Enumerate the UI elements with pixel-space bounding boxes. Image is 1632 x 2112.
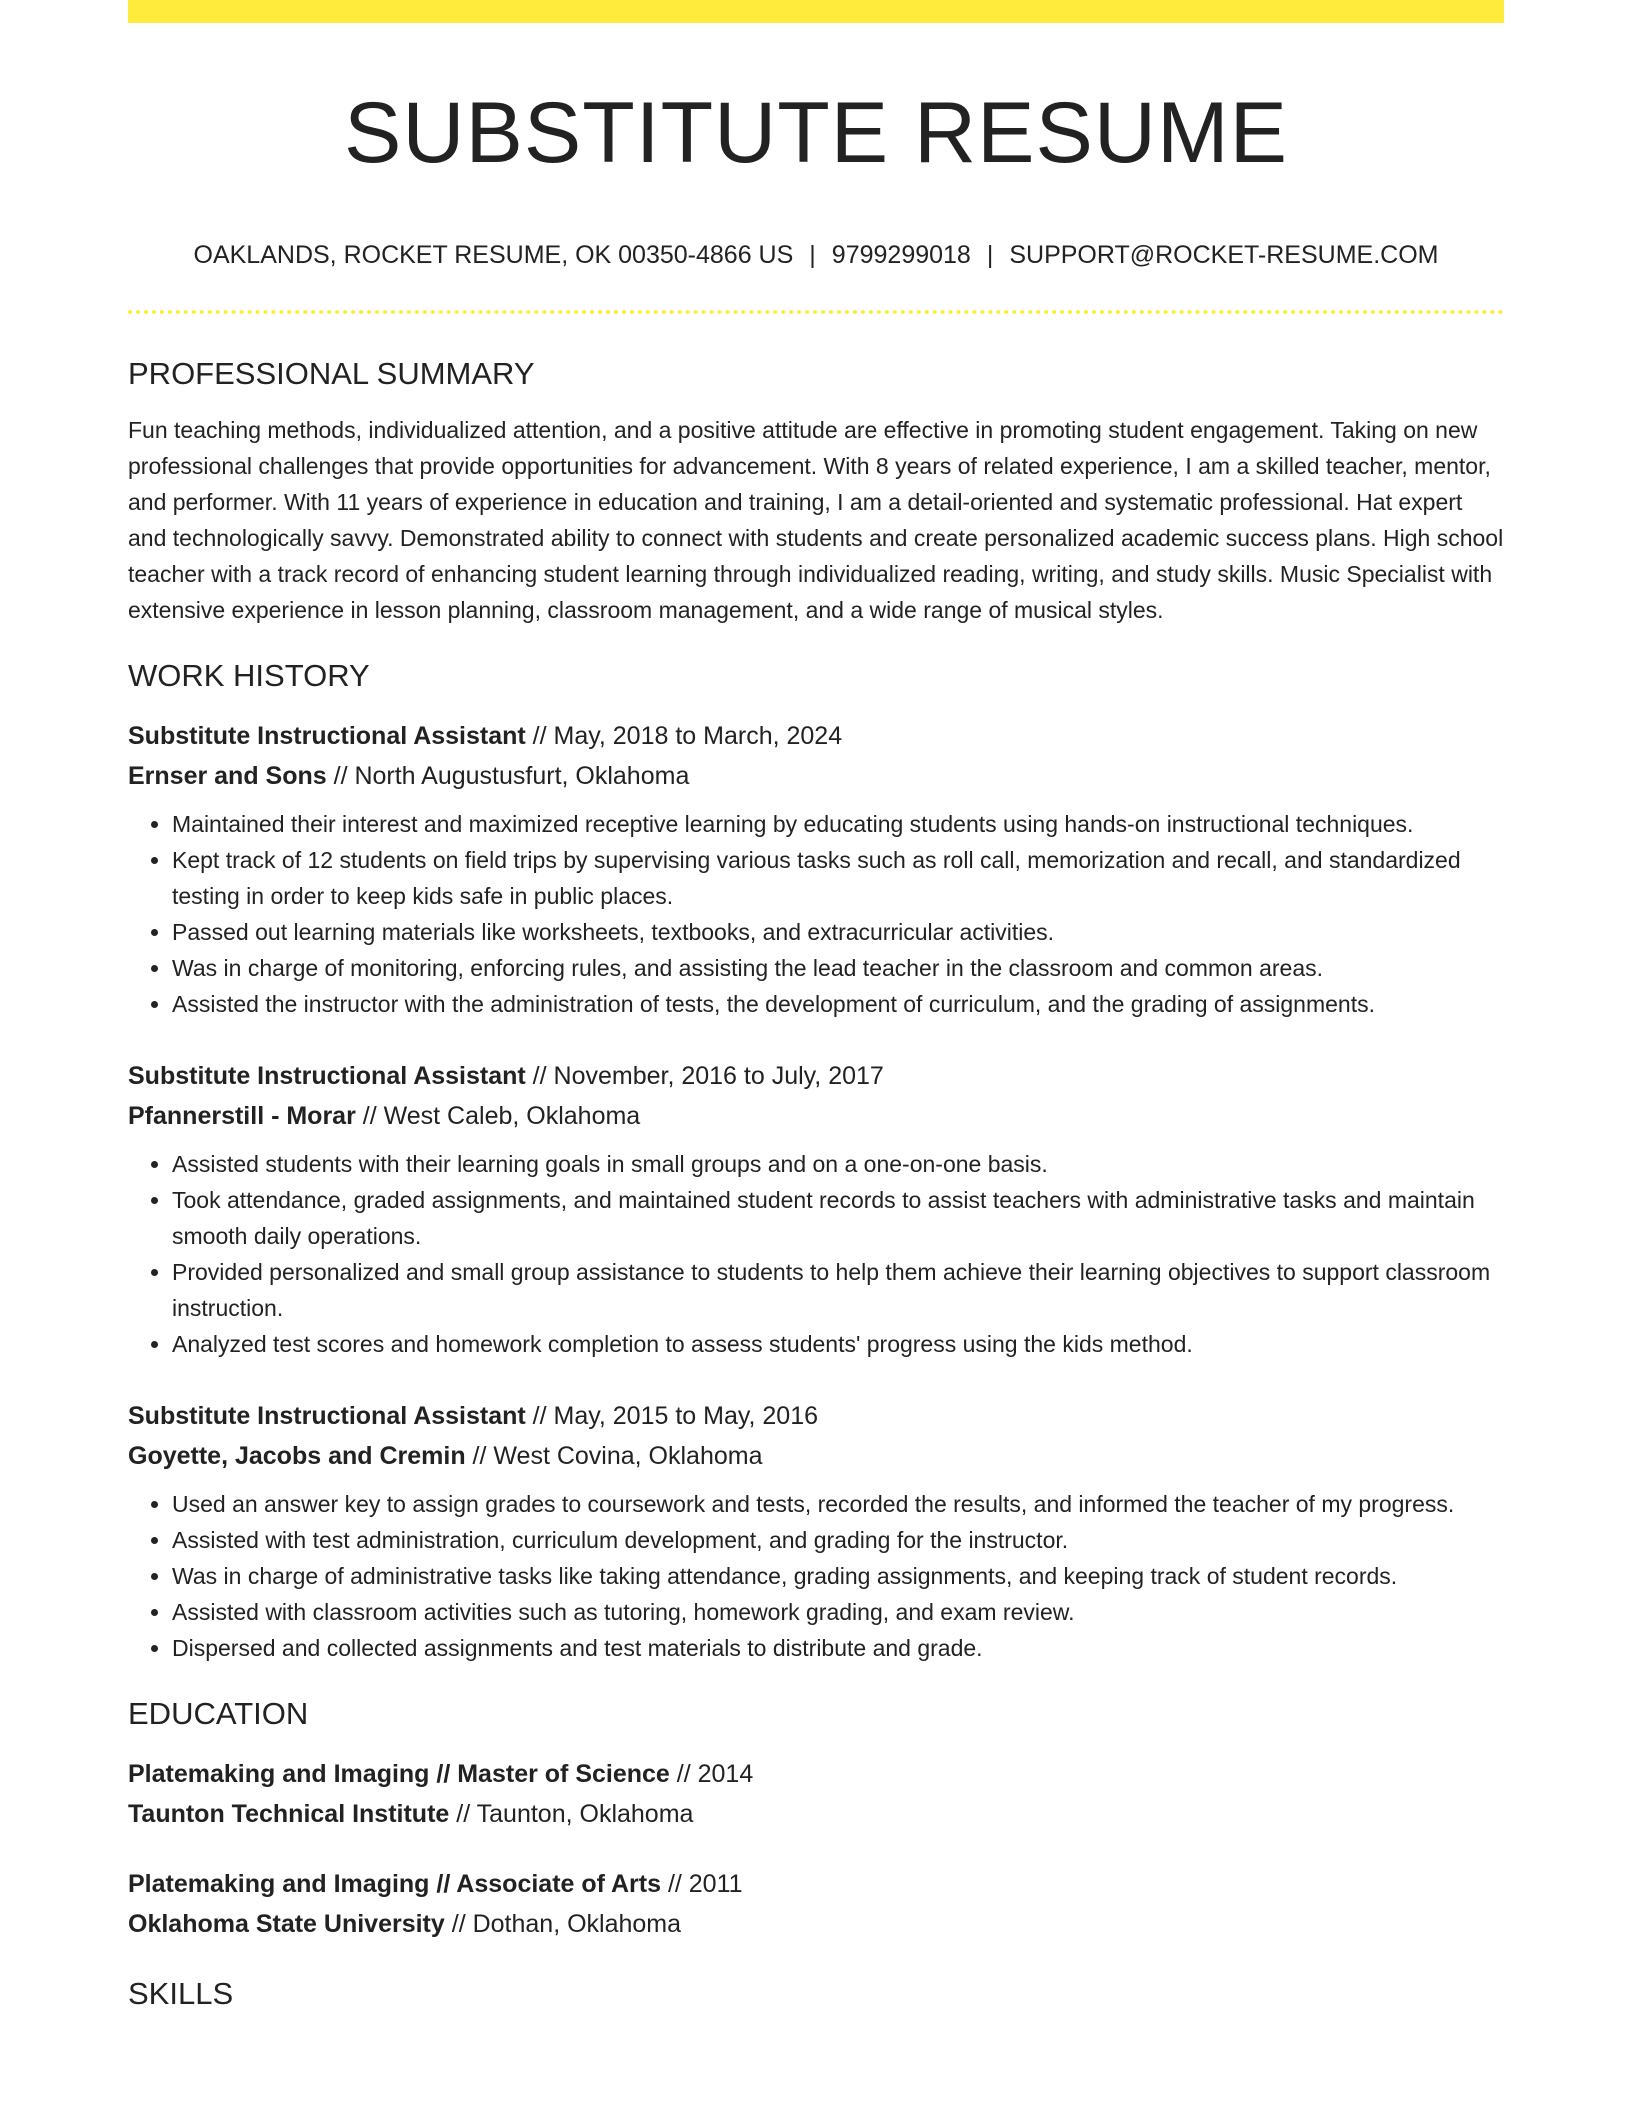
job-bullet: • Assisted the instructor with the administration of tests, the development of curriculum, and the grading of assignments. [172,986,1504,1022]
job-bullet: • Provided personalized and small group assistance to students to help them achieve their learning objectives to support classroom instruction. [172,1254,1504,1326]
job-company-line [128,1096,1504,1136]
job-title-line [128,716,1504,756]
job-title-line [128,1396,1504,1436]
resume-page [128,0,1504,2014]
section-heading-education: EDUCATION [128,1696,309,1731]
contact-line [128,239,1504,271]
job-company: Goyette, Jacobs and Cremin [128,1442,466,1470]
job-location: // West Caleb, Oklahoma [355,1102,641,1130]
job-bullets [128,806,1504,1022]
job-bullet: • Used an answer key to assign grades to coursework and tests, recorded the results, and informed the teacher of my progress. [172,1486,1504,1522]
job-company-line [128,756,1504,796]
section-heading-skills: SKILLS [128,1976,234,2011]
job-bullet: • Kept track of 12 students on field trips by supervising various tasks such as roll call, memorization and recall, and standardized testing in order to keep kids safe in public places. [172,842,1504,914]
job-company: Ernser and Sons [128,762,327,790]
education-year: // 2014 [669,1760,754,1788]
education-school: Taunton Technical Institute [128,1800,450,1828]
education-degree: Platemaking and Imaging // Associate of Arts [128,1870,661,1898]
education-school: Oklahoma State University [128,1910,445,1938]
contact-address: OAKLANDS, ROCKET RESUME, OK 00350-4866 US [193,241,794,269]
job-entry [128,716,1504,1022]
job-title: Substitute Instructional Assistant [128,722,526,750]
job-location: // West Covina, Oklahoma [465,1442,763,1470]
section-heading-work-history: WORK HISTORY [128,658,370,693]
education-school-line [128,1794,1504,1834]
job-bullet: • Assisted students with their learning goals in small groups and on a one-on-one basis. [172,1146,1504,1182]
job-bullet: • Dispersed and collected assignments and test materials to distribute and grade. [172,1630,1504,1666]
job-bullet: • Assisted with classroom activities such as tutoring, homework grading, and exam review. [172,1594,1504,1630]
job-title-line [128,1056,1504,1096]
job-bullet: • Was in charge of monitoring, enforcing rules, and assisting the lead teacher in the classroom and common areas. [172,950,1504,986]
job-bullet: • Assisted with test administration, curriculum development, and grading for the instructor. [172,1522,1504,1558]
job-bullets [128,1146,1504,1362]
section-heading-summary: PROFESSIONAL SUMMARY [128,356,535,391]
job-bullet: • Maintained their interest and maximized receptive learning by educating students using hands-on instructional techniques. [172,806,1504,842]
education-degree-line [128,1864,1504,1904]
education-year: // 2011 [661,1870,743,1898]
education-school-line [128,1904,1504,1944]
education-entry [128,1754,1504,1834]
contact-separator: | [986,241,994,269]
education-degree: Platemaking and Imaging // Master of Science [128,1760,670,1788]
job-entry [128,1056,1504,1362]
resume-title: SUBSTITUTE RESUME [344,85,1288,181]
job-dates: // May, 2015 to May, 2016 [525,1402,819,1430]
job-company: Pfannerstill - Morar [128,1102,356,1130]
job-title: Substitute Instructional Assistant [128,1402,526,1430]
job-bullet: • Took attendance, graded assignments, and maintained student records to assist teachers with administrative tasks and maintain smooth daily operations. [172,1182,1504,1254]
job-company-line [128,1436,1504,1476]
job-title: Substitute Instructional Assistant [128,1062,526,1090]
contact-phone: 9799299018 [831,241,971,269]
job-dates: // May, 2018 to March, 2024 [525,722,843,750]
top-accent-bar [128,0,1504,23]
contact-separator: | [809,241,816,269]
dotted-divider [128,310,1504,314]
contact-email: SUPPORT@ROCKET-RESUME.COM [1009,241,1439,269]
education-location: // Taunton, Oklahoma [449,1800,694,1828]
education-entry [128,1864,1504,1944]
education-degree-line [128,1754,1504,1794]
summary-text: Fun teaching methods, individualized attention, and a positive attitude are effective in promoting student engagement. Taking on new professional challenges that provide opportunities for advancement. With 8 years of related experience, I am a skilled teacher, mentor, and performer. With 11 years of experience in education and training, I am a detail-oriented and systematic professional. Hat expert and technologically savvy. Demonstrated ability to connect with students and create personalized academic success plans. High school teacher with a track record of enhancing student learning through individualized reading, writing, and study skills. Music Specialist with extensive experience in lesson planning, classroom management, and a wide range of musical styles. [128,417,1504,623]
education-location: // Dothan, Oklahoma [444,1910,682,1938]
job-bullets [128,1486,1504,1666]
job-bullet: • Passed out learning materials like worksheets, textbooks, and extracurricular activities. [172,914,1504,950]
job-bullet: • Analyzed test scores and homework completion to assess students' progress using the kids method. [172,1326,1504,1362]
job-location: // North Augustusfurt, Oklahoma [326,762,690,790]
job-bullet: • Was in charge of administrative tasks like taking attendance, grading assignments, and keeping track of student records. [172,1558,1504,1594]
job-dates: // November, 2016 to July, 2017 [525,1062,884,1090]
job-entry [128,1396,1504,1666]
